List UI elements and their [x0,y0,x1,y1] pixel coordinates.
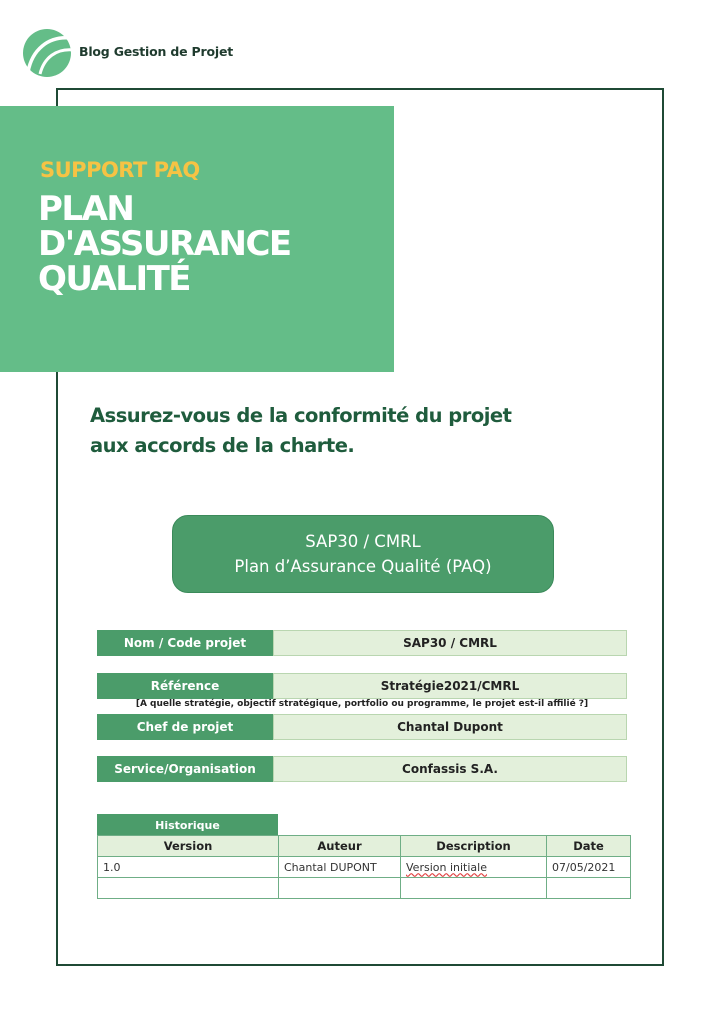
history-header-author: Auteur [279,836,401,857]
document-title-box [172,515,554,593]
field-value: Confassis S.A. [273,756,627,782]
history-cell-author: Chantal DUPONT [279,857,401,878]
history-header-date: Date [547,836,631,857]
history-cell-version: 1.0 [98,857,279,878]
history-cell-description [401,857,547,878]
tagline-line: aux accords de la charte. [90,434,355,457]
history-header-description: Description [401,836,547,857]
field-value: Chantal Dupont [273,714,627,740]
history-cell-date: 07/05/2021 [547,857,631,878]
table-row [98,878,631,899]
history-cell-version [98,878,279,899]
field-label: Nom / Code projet [97,630,273,656]
history-cell-author [279,878,401,899]
banner-title-line: PLAN [38,189,134,229]
field-value: Stratégie2021/CMRL [273,673,627,699]
history-description-text: Version initiale [406,860,487,874]
tagline-line: Assurez-vous de la conformité du projet [90,404,512,427]
tagline [90,401,511,461]
field-project-manager [97,714,627,740]
banner-title-line: D'ASSURANCE [38,224,291,264]
history-header-row [98,836,631,857]
field-value: SAP30 / CMRL [273,630,627,656]
banner-title-line: QUALITÉ [38,259,191,299]
history-cell-description [401,878,547,899]
brand-name: Blog Gestion de Projet [79,44,234,59]
history-cell-date [547,878,631,899]
history-header-version: Version [98,836,279,857]
leaf-logo-icon [22,28,76,78]
banner-subtitle: SUPPORT PAQ [40,158,200,182]
history-table [97,835,631,899]
document-title-line: SAP30 / CMRL [305,532,421,551]
reference-hint: [A quelle stratégie, objectif stratégique, portfolio ou programme, le projet est-il affilié ?] [135,699,589,709]
history-label: Historique [97,814,278,835]
field-label: Service/Organisation [97,756,273,782]
brand-logo[interactable] [22,28,234,78]
field-label: Chef de projet [97,714,273,740]
table-row [98,857,631,878]
field-project-name [97,630,627,656]
banner-title [38,189,291,299]
field-label: Référence [97,673,273,699]
document-title-line: Plan d’Assurance Qualité (PAQ) [234,557,492,576]
field-reference [97,673,627,699]
field-organisation [97,756,627,782]
